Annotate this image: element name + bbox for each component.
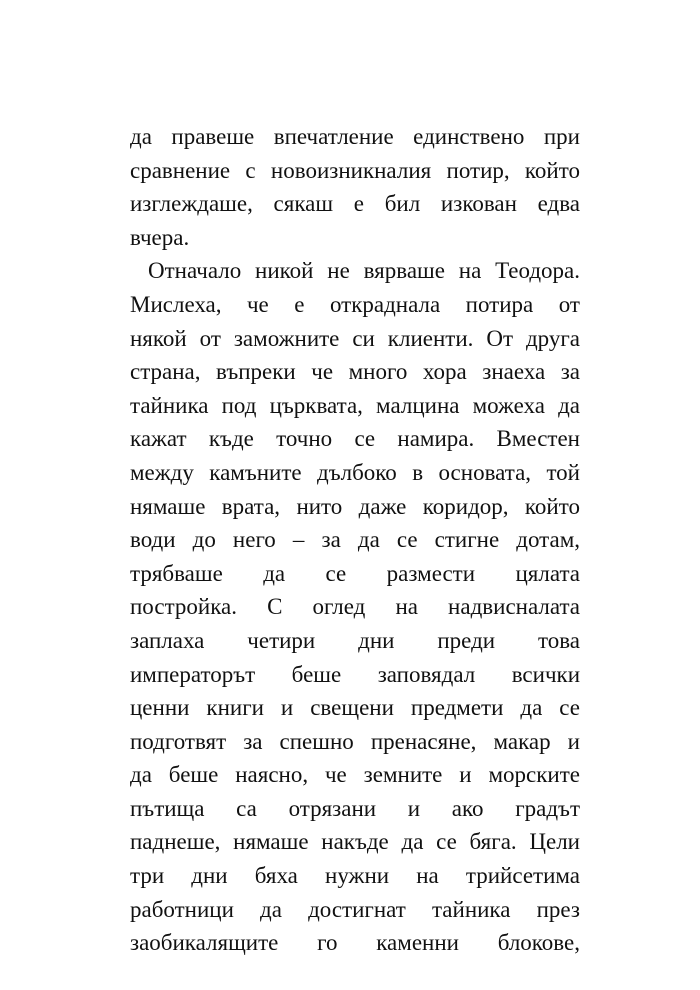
text-line: кажат къде точно се намира. Вместен — [130, 426, 580, 452]
text-line: да беше наясно, че земните и морските — [130, 762, 580, 788]
text-line: сравнение с новоизникналия потир, който — [130, 157, 580, 183]
text-line: паднеше, нямаше накъде да се бяга. Цели — [130, 829, 580, 855]
text-line: вчера. — [130, 224, 190, 250]
text-line: между камъните дълбоко в основата, той — [130, 459, 580, 485]
text-line: подготвят за спешно пренасяне, макар и — [130, 728, 580, 754]
text-line: да правеше впечатление единствено при — [130, 124, 580, 149]
text-line: постройка. С оглед на надвисналата — [130, 594, 580, 620]
text-line: три дни бяха нужни на трийсетима — [130, 863, 580, 889]
text-line: работници да достигнат тайника през — [130, 896, 580, 922]
text-line: ценни книги и свещени предмети да се — [130, 695, 580, 721]
text-line: императорът беше заповядал всички — [130, 661, 580, 687]
text-line: Отначало никой не вярваше на Теодора. — [148, 258, 580, 284]
text-line: Мислеха, че е откраднала потира от — [130, 291, 580, 317]
text-line: води до него – за да се стигне дотам, — [130, 527, 580, 553]
text-line: изглеждаше, сякаш е бил изкован едва — [130, 191, 580, 217]
text-line: заобикалящите го каменни блокове, — [130, 930, 580, 956]
body-text — [130, 120, 580, 960]
text-line: тайника под църквата, малцина можеха да — [130, 392, 580, 418]
text-line: нямаше врата, нито даже коридор, който — [130, 493, 580, 519]
text-line: някой от заможните си клиенти. От друга — [130, 325, 580, 351]
text-line: пътища са отрязани и ако градът — [130, 795, 580, 821]
text-line: трябваше да се размести цялата — [130, 560, 580, 586]
text-line: страна, въпреки че много хора знаеха за — [130, 359, 580, 385]
text-line: заплаха четири дни преди това — [130, 627, 580, 653]
